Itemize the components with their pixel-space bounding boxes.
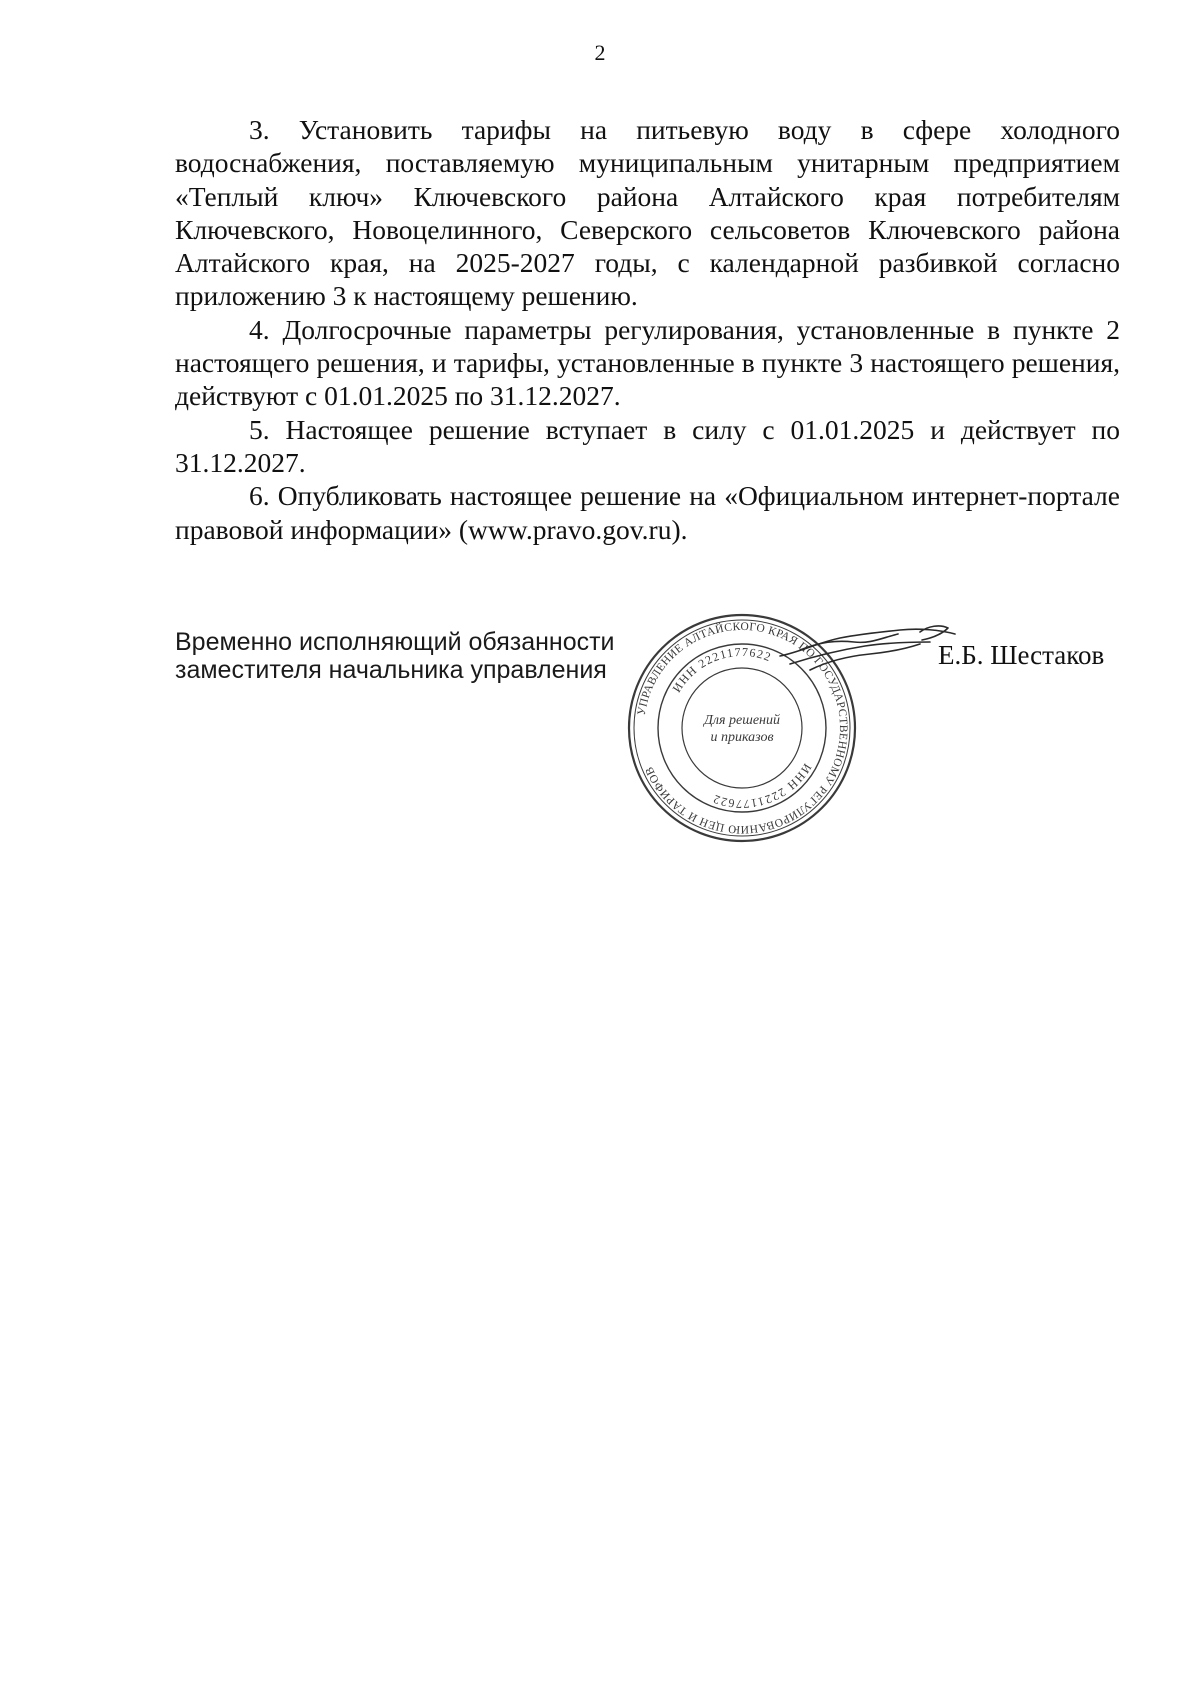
signatory-name: Е.Б. Шестаков	[938, 640, 1105, 670]
signatory-position-line-1: Временно исполняющий обязанности	[175, 628, 615, 656]
stamp-outer-text: УПРАВЛЕНИЕ АЛТАЙСКОГО КРАЯ ПО ГОСУДАРСТВЕННОМУ РЕГУЛИРОВАНИЮ ЦЕН И ТАРИФОВ	[635, 620, 850, 836]
signatory-position-line-2: заместителя начальника управления	[175, 656, 607, 684]
paragraph-item-5: 5. Настоящее решение вступает в силу с 01.01.2025 и действует по 31.12.2027.	[175, 413, 1120, 478]
document-body	[175, 113, 1120, 546]
paragraph-item-6: 6. Опубликовать настоящее решение на «Официальном интернет-портале правовой информации» (www.pravo.gov.ru).	[175, 480, 1120, 545]
signatory-position	[175, 628, 615, 684]
stamp-inn-bottom: ИНН 2221177622	[710, 761, 815, 812]
page-number: 2	[594, 40, 606, 65]
stamp-inn-top: ИНН 2221177622	[669, 644, 774, 695]
stamp-center-line-2: и приказов	[710, 730, 774, 745]
paragraph-item-3: 3. Установить тарифы на питьевую воду в сфере холодного водоснабжения, поставляемую муниципальным унитарным предприятием «Теплый ключ» Ключевского района Алтайского края потребителям Ключевского, Новоцелинного, Северского сельсоветов Ключевского района Алтайского края, на 2025-2027 годы, с календарной разбивкой согласно приложению 3 к настоящему решению.	[175, 114, 1120, 312]
stamp-center-line-1: Для решений	[704, 713, 780, 728]
paragraph-item-4: 4. Долгосрочные параметры регулирования, установленные в пункте 2 настоящего решения, и тарифы, установленные в пункте 3 настоящего решения, действуют с 01.01.2025 по 31.12.2027.	[175, 313, 1120, 412]
